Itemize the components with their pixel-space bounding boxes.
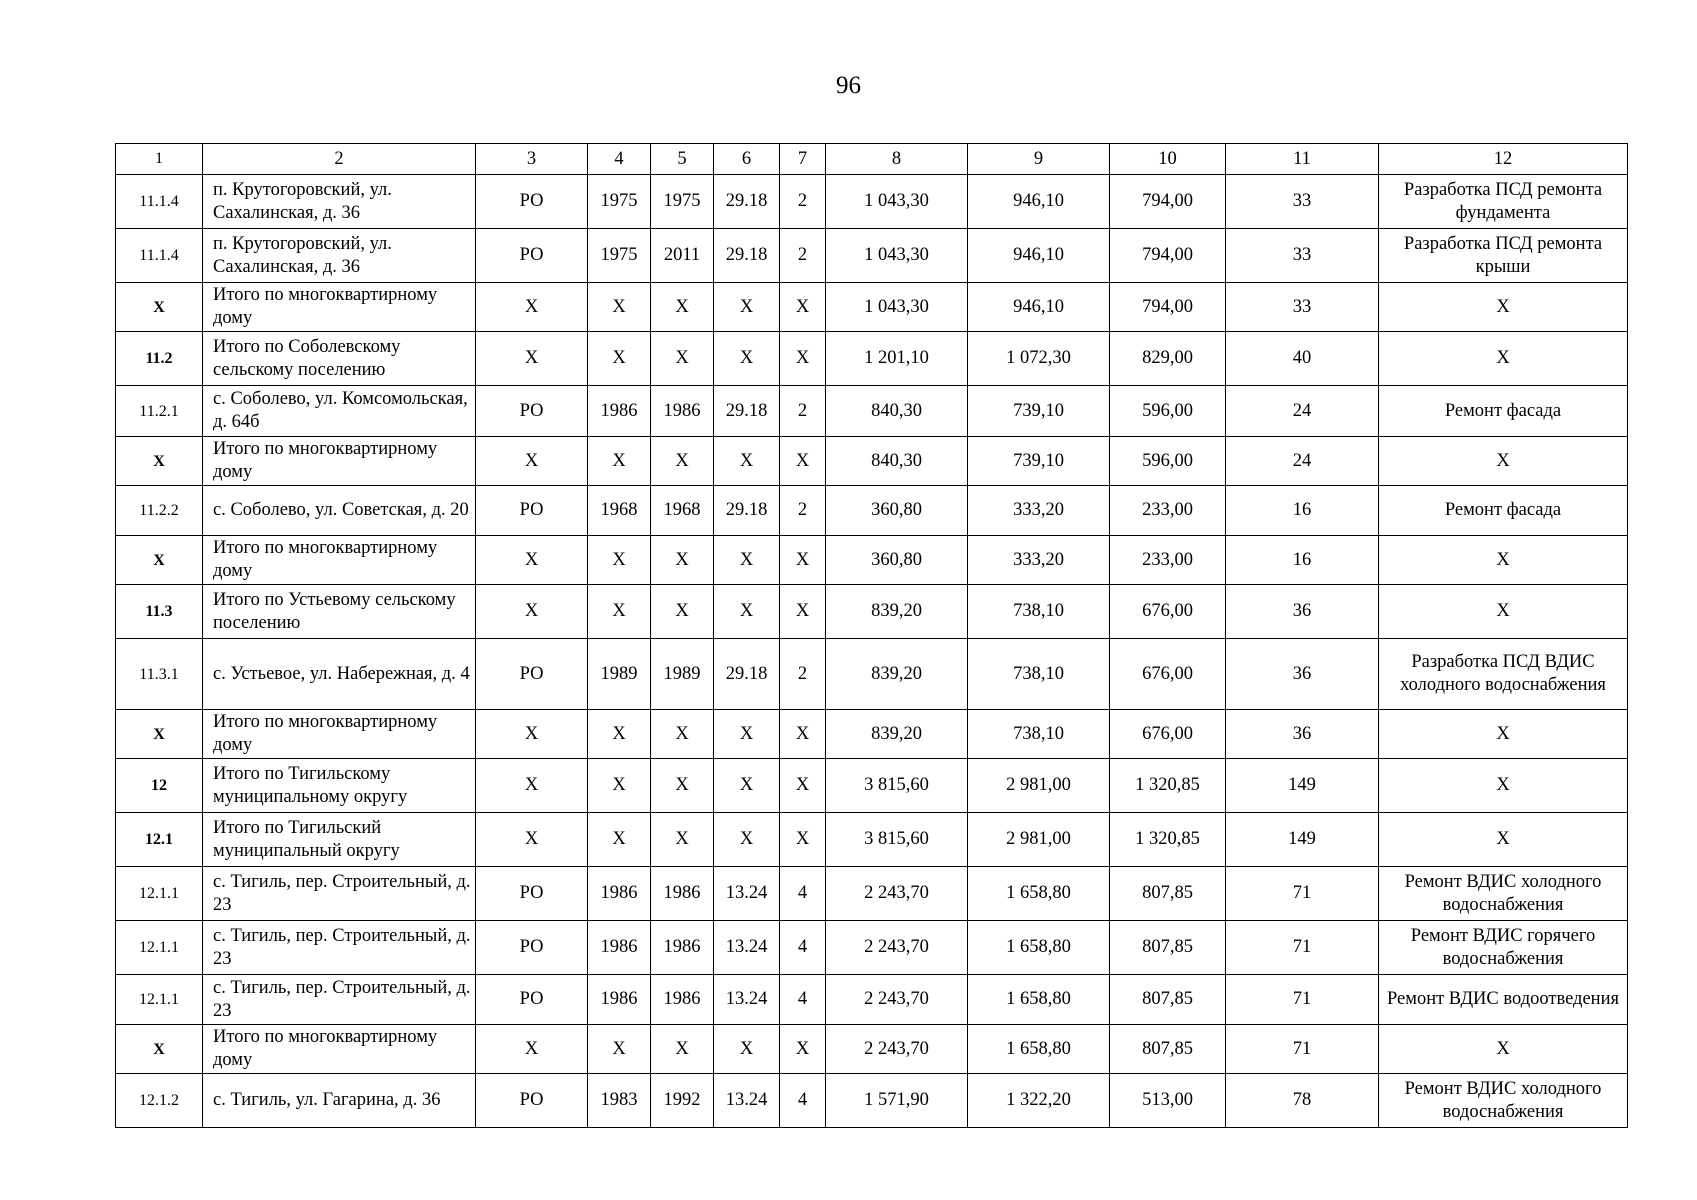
table-cell: 676,00 <box>1110 710 1226 759</box>
column-header: 2 <box>203 144 476 175</box>
table-cell: 807,85 <box>1110 975 1226 1025</box>
table-row <box>116 975 1628 1025</box>
table-cell: 2 243,70 <box>826 921 968 975</box>
table-row <box>116 283 1628 332</box>
table-cell: Х <box>780 536 826 585</box>
table-cell: Х <box>1379 437 1628 486</box>
table-cell: Х <box>714 283 780 332</box>
table-cell: 36 <box>1226 639 1379 710</box>
table-cell: 676,00 <box>1110 585 1226 639</box>
table-cell: Итого по Тигильский муниципальный округу <box>203 813 476 867</box>
table-row <box>116 710 1628 759</box>
page-number: 96 <box>836 72 861 99</box>
table-cell: Х <box>651 536 714 585</box>
table-cell: Х <box>780 813 826 867</box>
table-row <box>116 867 1628 921</box>
table-cell: 1 043,30 <box>826 229 968 283</box>
table-cell: 29.18 <box>714 175 780 229</box>
table-cell: Х <box>116 1025 203 1074</box>
table-cell: 839,20 <box>826 585 968 639</box>
table-cell: 36 <box>1226 710 1379 759</box>
table-cell: Х <box>1379 283 1628 332</box>
column-header: 10 <box>1110 144 1226 175</box>
table-cell: Х <box>476 585 588 639</box>
table-cell: Х <box>1379 1025 1628 1074</box>
column-header: 11 <box>1226 144 1379 175</box>
table-cell: 33 <box>1226 175 1379 229</box>
table-cell: 16 <box>1226 486 1379 536</box>
table-cell: Итого по многоквартирному дому <box>203 283 476 332</box>
table-cell: 840,30 <box>826 386 968 437</box>
table-cell: Х <box>116 710 203 759</box>
table-cell: 13.24 <box>714 1074 780 1128</box>
table-cell: 12 <box>116 759 203 813</box>
table-cell: Х <box>651 759 714 813</box>
table-cell: 149 <box>1226 813 1379 867</box>
table-cell: РО <box>476 386 588 437</box>
table-cell: РО <box>476 639 588 710</box>
table-cell: Ремонт ВДИС холодного водоснабжения <box>1379 867 1628 921</box>
table-cell: Х <box>780 759 826 813</box>
table-cell: Х <box>780 1025 826 1074</box>
table-cell: 1 320,85 <box>1110 813 1226 867</box>
table-cell: 1986 <box>588 386 651 437</box>
table-cell: Х <box>116 437 203 486</box>
table-cell: 1986 <box>651 386 714 437</box>
table-cell: Х <box>588 536 651 585</box>
table-cell: Х <box>588 710 651 759</box>
table-cell: 29.18 <box>714 386 780 437</box>
table-cell: с. Соболево, ул. Комсомольская, д. 64б <box>203 386 476 437</box>
column-header: 6 <box>714 144 780 175</box>
table-cell: 739,10 <box>968 386 1110 437</box>
table-cell: 24 <box>1226 386 1379 437</box>
table-cell: Х <box>651 585 714 639</box>
table-cell: Х <box>588 585 651 639</box>
table-cell: Х <box>476 1025 588 1074</box>
table-cell: 1 072,30 <box>968 332 1110 386</box>
table-cell: Х <box>588 1025 651 1074</box>
table-cell: 1986 <box>588 921 651 975</box>
table-cell: 4 <box>780 1074 826 1128</box>
table-cell: РО <box>476 486 588 536</box>
table-cell: 738,10 <box>968 585 1110 639</box>
table-cell: 1 322,20 <box>968 1074 1110 1128</box>
table-cell: 4 <box>780 921 826 975</box>
table-cell: 36 <box>1226 585 1379 639</box>
table-row <box>116 813 1628 867</box>
table-cell: 738,10 <box>968 710 1110 759</box>
table-cell: Итого по многоквартирному дому <box>203 1025 476 1074</box>
table-row <box>116 486 1628 536</box>
column-header: 4 <box>588 144 651 175</box>
table-cell: 2 <box>780 386 826 437</box>
table-cell: 946,10 <box>968 175 1110 229</box>
table-cell: РО <box>476 175 588 229</box>
column-header: 12 <box>1379 144 1628 175</box>
table-cell: РО <box>476 229 588 283</box>
table-cell: Х <box>588 759 651 813</box>
table-cell: Итого по Соболевскому сельскому поселению <box>203 332 476 386</box>
table-cell: п. Крутогоровский, ул. Сахалинская, д. 36 <box>203 229 476 283</box>
table-row <box>116 229 1628 283</box>
table-cell: 840,30 <box>826 437 968 486</box>
table-cell: Х <box>1379 710 1628 759</box>
table-cell: 1986 <box>588 867 651 921</box>
table-cell: 1992 <box>651 1074 714 1128</box>
table-cell: Х <box>714 437 780 486</box>
table-cell: Х <box>714 536 780 585</box>
table-cell: Х <box>780 332 826 386</box>
table-cell: 4 <box>780 975 826 1025</box>
table-cell: 1986 <box>651 921 714 975</box>
table-cell: Х <box>1379 332 1628 386</box>
table-cell: 513,00 <box>1110 1074 1226 1128</box>
table-cell: 233,00 <box>1110 536 1226 585</box>
table-cell: Х <box>780 437 826 486</box>
table-row <box>116 386 1628 437</box>
table-cell: Х <box>651 1025 714 1074</box>
table-cell: 807,85 <box>1110 1025 1226 1074</box>
table-cell: 2 <box>780 486 826 536</box>
data-table <box>115 143 1628 1128</box>
table-cell: 24 <box>1226 437 1379 486</box>
table-row <box>116 536 1628 585</box>
table-cell: Х <box>116 536 203 585</box>
table-cell: п. Крутогоровский, ул. Сахалинская, д. 36 <box>203 175 476 229</box>
table-row <box>116 1074 1628 1128</box>
table-cell: Х <box>1379 585 1628 639</box>
table-cell: с. Тигиль, пер. Строительный, д. 23 <box>203 975 476 1025</box>
table-cell: 839,20 <box>826 639 968 710</box>
table-cell: 29.18 <box>714 639 780 710</box>
table-cell: 794,00 <box>1110 283 1226 332</box>
table-cell: Х <box>714 585 780 639</box>
table-cell: 12.1.1 <box>116 867 203 921</box>
table-cell: Х <box>476 536 588 585</box>
table-cell: Х <box>714 813 780 867</box>
table-cell: 360,80 <box>826 536 968 585</box>
column-header: 9 <box>968 144 1110 175</box>
column-header: 1 <box>116 144 203 175</box>
table-cell: 2 981,00 <box>968 759 1110 813</box>
table-row <box>116 639 1628 710</box>
table-cell: Итого по Тигильскому муниципальному округу <box>203 759 476 813</box>
table-cell: 13.24 <box>714 921 780 975</box>
column-header: 7 <box>780 144 826 175</box>
table-row <box>116 1025 1628 1074</box>
table-cell: Х <box>714 759 780 813</box>
table-cell: 1 658,80 <box>968 921 1110 975</box>
table-cell: Х <box>651 332 714 386</box>
table-cell: с. Тигиль, ул. Гагарина, д. 36 <box>203 1074 476 1128</box>
table-row <box>116 437 1628 486</box>
table-cell: 12.1.1 <box>116 921 203 975</box>
table-cell: Итого по многоквартирному дому <box>203 437 476 486</box>
table-cell: 1968 <box>588 486 651 536</box>
table-cell: 1968 <box>651 486 714 536</box>
table-cell: 33 <box>1226 283 1379 332</box>
table-cell: 2 <box>780 175 826 229</box>
table-cell: с. Устьевое, ул. Набережная, д. 4 <box>203 639 476 710</box>
table-row <box>116 332 1628 386</box>
table-cell: Ремонт фасада <box>1379 486 1628 536</box>
table-row <box>116 921 1628 975</box>
table-cell: 233,00 <box>1110 486 1226 536</box>
table-cell: 946,10 <box>968 229 1110 283</box>
table-cell: 149 <box>1226 759 1379 813</box>
table-cell: 333,20 <box>968 486 1110 536</box>
table-cell: Х <box>476 437 588 486</box>
table-cell: 1 201,10 <box>826 332 968 386</box>
table-cell: Х <box>476 710 588 759</box>
table-cell: 1975 <box>588 175 651 229</box>
table-cell: 839,20 <box>826 710 968 759</box>
table-cell: 71 <box>1226 921 1379 975</box>
table-cell: 11.2.2 <box>116 486 203 536</box>
table-cell: Х <box>651 437 714 486</box>
table-body <box>116 175 1628 1128</box>
table-cell: Х <box>1379 759 1628 813</box>
table-cell: 807,85 <box>1110 921 1226 975</box>
table-header-row <box>116 144 1628 175</box>
table-cell: Итого по Устьевому сельскому поселению <box>203 585 476 639</box>
table-cell: 1986 <box>651 867 714 921</box>
table-row <box>116 175 1628 229</box>
table-cell: 1 658,80 <box>968 975 1110 1025</box>
table-cell: Х <box>588 437 651 486</box>
table-cell: РО <box>476 1074 588 1128</box>
table-cell: 11.2.1 <box>116 386 203 437</box>
table-cell: 11.1.4 <box>116 229 203 283</box>
table-cell: 1 658,80 <box>968 1025 1110 1074</box>
table-cell: 1986 <box>588 975 651 1025</box>
table-cell: Х <box>651 813 714 867</box>
table-cell: 29.18 <box>714 229 780 283</box>
table-cell: Х <box>1379 536 1628 585</box>
table-cell: Х <box>116 283 203 332</box>
table-cell: Ремонт фасада <box>1379 386 1628 437</box>
table-cell: 33 <box>1226 229 1379 283</box>
table-cell: 11.2 <box>116 332 203 386</box>
table-cell: 794,00 <box>1110 175 1226 229</box>
table-cell: 1 043,30 <box>826 283 968 332</box>
table-cell: 13.24 <box>714 975 780 1025</box>
table-cell: 596,00 <box>1110 386 1226 437</box>
table-cell: 12.1 <box>116 813 203 867</box>
table-cell: с. Соболево, ул. Советская, д. 20 <box>203 486 476 536</box>
table-cell: Х <box>588 332 651 386</box>
table-cell: Х <box>780 283 826 332</box>
table-cell: Х <box>714 332 780 386</box>
table-cell: 739,10 <box>968 437 1110 486</box>
table-cell: Х <box>588 813 651 867</box>
table-cell: Х <box>476 283 588 332</box>
table-cell: 1983 <box>588 1074 651 1128</box>
table-cell: 738,10 <box>968 639 1110 710</box>
table-cell: Х <box>714 1025 780 1074</box>
table-cell: 794,00 <box>1110 229 1226 283</box>
table-cell: 11.3.1 <box>116 639 203 710</box>
table-cell: 807,85 <box>1110 867 1226 921</box>
table-cell: 3 815,60 <box>826 813 968 867</box>
table-cell: Ремонт ВДИС горячего водоснабжения <box>1379 921 1628 975</box>
table-cell: 1975 <box>651 175 714 229</box>
table-cell: 596,00 <box>1110 437 1226 486</box>
table-cell: Х <box>651 710 714 759</box>
table-cell: 40 <box>1226 332 1379 386</box>
table-cell: 2 <box>780 639 826 710</box>
table-cell: Итого по многоквартирному дому <box>203 710 476 759</box>
table-cell: Х <box>651 283 714 332</box>
table-cell: 1989 <box>588 639 651 710</box>
table-cell: 3 815,60 <box>826 759 968 813</box>
table-cell: 360,80 <box>826 486 968 536</box>
table-cell: 1 043,30 <box>826 175 968 229</box>
table-cell: с. Тигиль, пер. Строительный, д. 23 <box>203 867 476 921</box>
table-cell: Х <box>476 759 588 813</box>
table-cell: 2 243,70 <box>826 867 968 921</box>
table-cell: 13.24 <box>714 867 780 921</box>
table-cell: 29.18 <box>714 486 780 536</box>
table-cell: РО <box>476 975 588 1025</box>
table-cell: 71 <box>1226 975 1379 1025</box>
table-cell: 2011 <box>651 229 714 283</box>
column-header: 8 <box>826 144 968 175</box>
table-cell: Х <box>588 283 651 332</box>
column-header: 3 <box>476 144 588 175</box>
column-header: 5 <box>651 144 714 175</box>
table-cell: 11.1.4 <box>116 175 203 229</box>
table-cell: Разработка ПСД ремонта фундамента <box>1379 175 1628 229</box>
table-cell: 11.3 <box>116 585 203 639</box>
table-cell: 1986 <box>651 975 714 1025</box>
table-cell: 16 <box>1226 536 1379 585</box>
table-cell: Х <box>1379 813 1628 867</box>
table-cell: 2 <box>780 229 826 283</box>
table-cell: 71 <box>1226 867 1379 921</box>
table-cell: Ремонт ВДИС водоотведения <box>1379 975 1628 1025</box>
table-cell: Итого по многоквартирному дому <box>203 536 476 585</box>
table-cell: 12.1.2 <box>116 1074 203 1128</box>
table-cell: 1975 <box>588 229 651 283</box>
table-cell: 1 571,90 <box>826 1074 968 1128</box>
table-cell: 676,00 <box>1110 639 1226 710</box>
table-cell: Разработка ПСД ВДИС холодного водоснабжения <box>1379 639 1628 710</box>
table-cell: 12.1.1 <box>116 975 203 1025</box>
table-cell: 4 <box>780 867 826 921</box>
table-cell: 1989 <box>651 639 714 710</box>
table-cell: РО <box>476 867 588 921</box>
table-row <box>116 759 1628 813</box>
table-cell: 829,00 <box>1110 332 1226 386</box>
table-row <box>116 585 1628 639</box>
table-cell: Х <box>780 710 826 759</box>
table-cell: 1 320,85 <box>1110 759 1226 813</box>
table-cell: 946,10 <box>968 283 1110 332</box>
table-cell: 78 <box>1226 1074 1379 1128</box>
table-cell: 71 <box>1226 1025 1379 1074</box>
table-cell: 1 658,80 <box>968 867 1110 921</box>
table-cell: 333,20 <box>968 536 1110 585</box>
table-cell: 2 243,70 <box>826 1025 968 1074</box>
table-cell: Разработка ПСД ремонта крыши <box>1379 229 1628 283</box>
table-cell: Х <box>714 710 780 759</box>
table-cell: 2 981,00 <box>968 813 1110 867</box>
table-cell: с. Тигиль, пер. Строительный, д. 23 <box>203 921 476 975</box>
table-cell: Х <box>476 332 588 386</box>
table-cell: Х <box>780 585 826 639</box>
table-cell: РО <box>476 921 588 975</box>
table-cell: Ремонт ВДИС холодного водоснабжения <box>1379 1074 1628 1128</box>
table-cell: 2 243,70 <box>826 975 968 1025</box>
table-cell: Х <box>476 813 588 867</box>
